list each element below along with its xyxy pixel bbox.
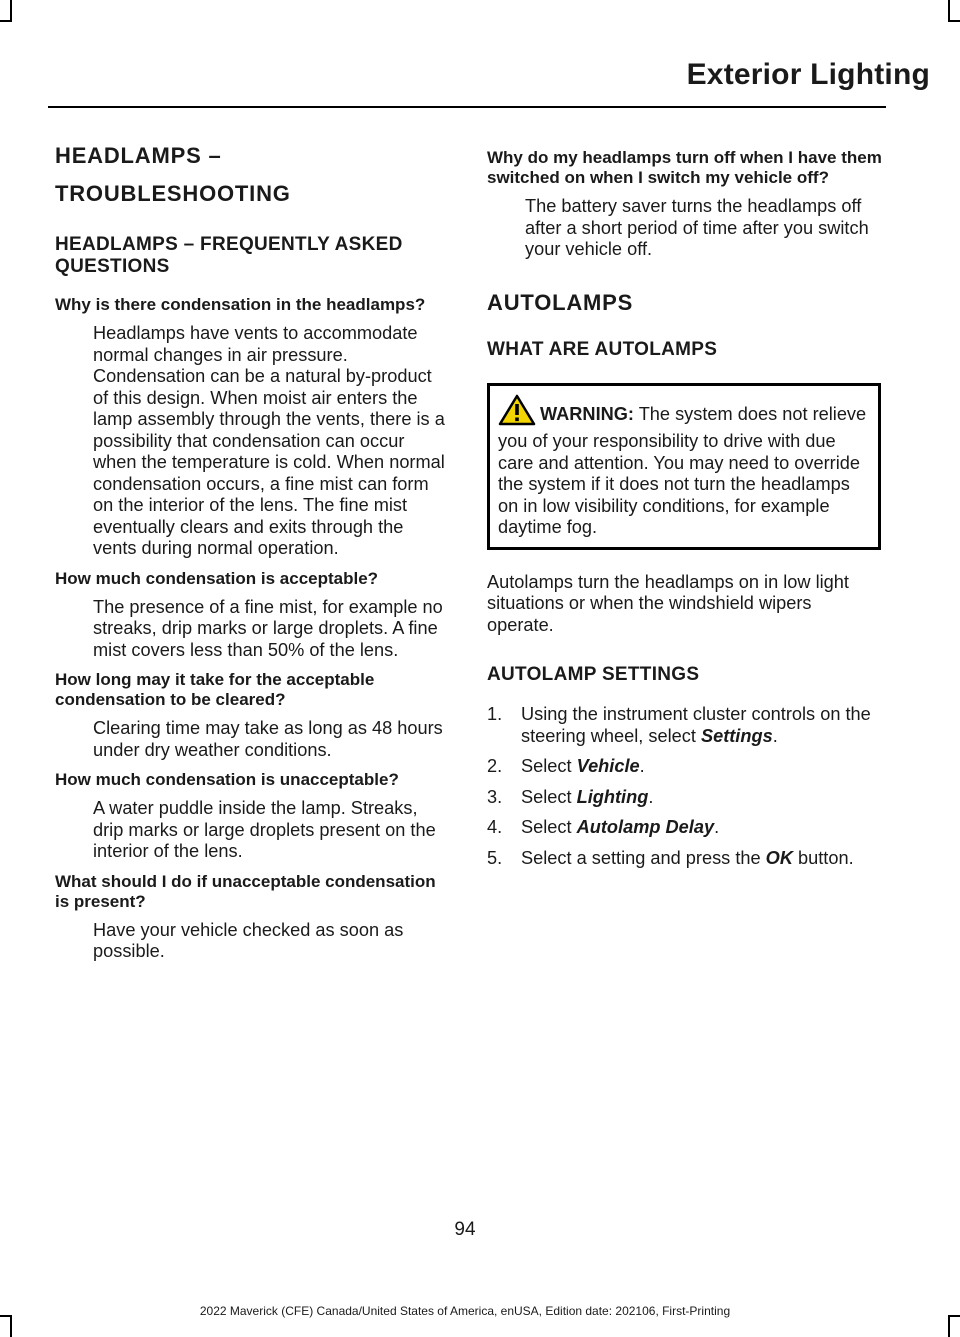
warning-triangle-icon: [498, 394, 536, 432]
warning-text: The system does not relieve you of your responsibility to drive with due care and attention. You may need to override the system if it does not turn the headlamps on in low visibility conditions, for example daytime fog.: [498, 403, 867, 537]
list-item: [487, 704, 882, 747]
step-text-part: Select: [521, 817, 577, 837]
step-number: 4.: [487, 817, 503, 837]
menu-label-settings: Settings: [700, 725, 773, 746]
list-item: [487, 787, 882, 809]
faq-question: How much condensation is unacceptable?: [55, 770, 399, 789]
faq-answer: The battery saver turns the headlamps off after a short period of time after you switch your vehicle off.: [525, 196, 869, 259]
section-title-autolamps: AUTOLAMPS: [487, 289, 634, 315]
list-item: [487, 817, 882, 839]
crop-mark: [0, 20, 12, 22]
step-text-part: Select: [521, 786, 577, 807]
section-title-line: TROUBLESHOOTING: [55, 181, 291, 206]
step-text-part: .: [648, 786, 654, 807]
faq-question: What should I do if unacceptable condensation is present?: [55, 871, 436, 911]
faq-answer: Headlamps have vents to accommodate normal changes in air pressure. Condensation can be a natural by-product of this design. When moist air enters the lamp assembly through the vents, there is a possibility that condensation can occur when the temperature is cold. When normal condensation occurs, a fine mist can form on the interior of the lens. The fine mist eventually clears and exits through the vents during normal operation.: [93, 323, 445, 558]
step-text: [521, 756, 882, 778]
step-text: [521, 787, 882, 809]
button-label-ok: OK: [765, 847, 793, 868]
section-title-headlamps-troubleshooting: [55, 140, 450, 210]
menu-label-vehicle: Vehicle: [576, 756, 640, 776]
subsection-title-what-are-autolamps: WHAT ARE AUTOLAMPS: [487, 338, 718, 360]
step-text: [521, 704, 882, 747]
faq-answer: Clearing time may take as long as 48 hours under dry weather conditions.: [93, 718, 443, 760]
crop-mark: [10, 0, 12, 22]
crop-mark: [948, 20, 960, 22]
step-number: 2.: [487, 756, 503, 776]
menu-label-lighting: Lighting: [576, 786, 649, 807]
faq-answer: A water puddle inside the lamp. Streaks, drip marks or large droplets present on the interior of the lens.: [93, 798, 436, 861]
step-text-part: Select: [521, 756, 577, 776]
crop-mark: [948, 1315, 960, 1317]
faq-question: Why do my headlamps turn off when I have them switched on when I switch my vehicle off?: [487, 148, 882, 187]
step-text-part: .: [772, 725, 778, 746]
step-number: 5.: [487, 847, 503, 868]
step-number: 1.: [487, 704, 503, 724]
settings-steps: [487, 704, 882, 869]
subsection-title-autolamp-settings: AUTOLAMP SETTINGS: [487, 664, 700, 685]
step-text-part: button.: [792, 847, 854, 868]
step-text-part: .: [714, 817, 720, 837]
step-number: 3.: [487, 786, 503, 807]
step-text-part: .: [639, 756, 645, 776]
list-item: [487, 848, 882, 870]
faq-answer: The presence of a fine mist, for example no streaks, drip marks or large droplets. A fine mist covers less than 50% of the lens.: [93, 596, 443, 660]
warning-label: WARNING:: [540, 403, 634, 424]
step-text: [521, 848, 882, 870]
subsection-title-faq: HEADLAMPS – FREQUENTLY ASKED QUESTIONS: [55, 234, 403, 277]
edition-footer: 2022 Maverick (CFE) Canada/United States of America, enUSA, Edition date: 202106, First-Printing: [199, 1304, 731, 1318]
crop-mark: [948, 0, 950, 22]
crop-mark: [10, 1315, 12, 1337]
faq-answer: Have your vehicle checked as soon as possible.: [93, 919, 404, 961]
faq-question: How much condensation is acceptable?: [55, 568, 379, 588]
faq-question: How long may it take for the acceptable condensation to be cleared?: [55, 670, 375, 709]
crop-mark: [948, 1315, 950, 1337]
step-text-part: Using the instrument cluster controls on the steering wheel, select: [521, 704, 871, 746]
right-column: [487, 148, 882, 878]
step-text-part: Select a setting and press the: [521, 847, 766, 868]
title-divider: [48, 106, 886, 108]
menu-label-autolamp-delay: Autolamp Delay: [576, 817, 715, 837]
faq-question: Why is there condensation in the headlamps?: [55, 295, 426, 314]
page-number: 94: [454, 1219, 476, 1240]
left-column: [55, 140, 450, 963]
page-title: Exterior Lighting: [686, 58, 930, 91]
step-text: [521, 817, 882, 839]
list-item: [487, 756, 882, 778]
autolamps-description: Autolamps turn the headlamps on in low light situations or when the windshield wipers operate.: [487, 571, 849, 635]
section-title-line: HEADLAMPS –: [55, 143, 222, 168]
warning-box: [487, 383, 881, 550]
